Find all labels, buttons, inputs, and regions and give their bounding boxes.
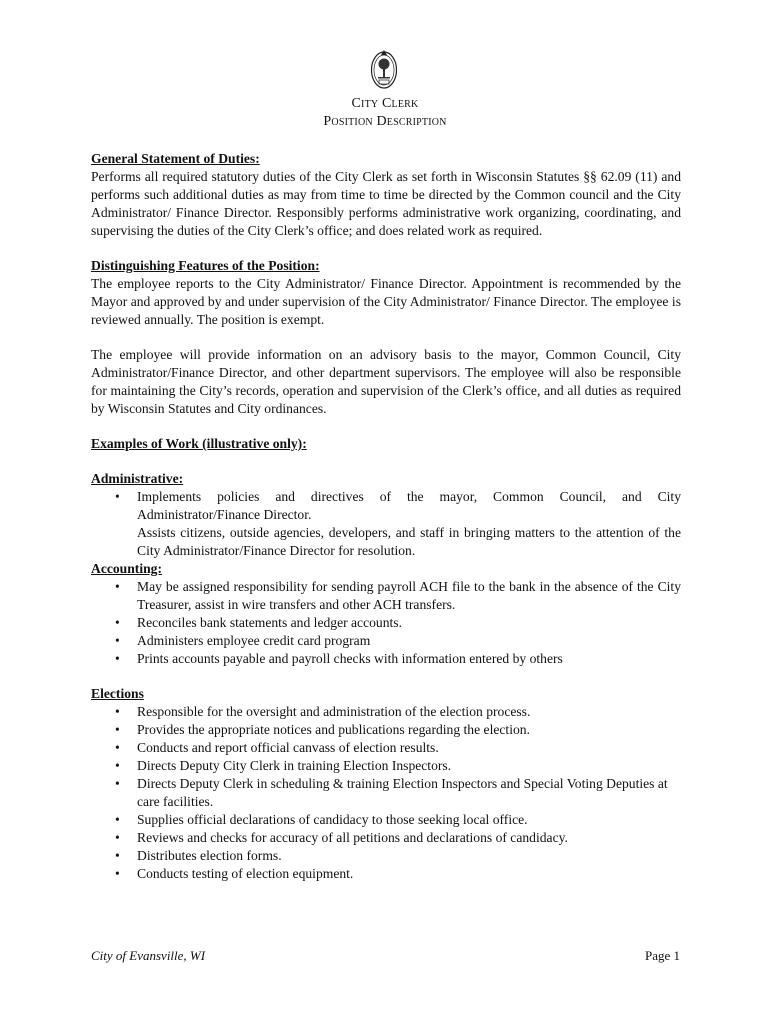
list-item [91, 488, 681, 524]
list-item-text: Supplies official declarations of candidacy to those seeking local office. [137, 812, 528, 827]
list-item [91, 847, 681, 865]
list-item [91, 721, 681, 739]
footer-organization: City of Evansville, WI [91, 948, 206, 963]
bullet-icon: • [115, 579, 120, 594]
elections-heading: Elections [91, 686, 144, 701]
list-item [91, 757, 681, 775]
list-item-text: Administers employee credit card program [137, 633, 371, 648]
distinguishing-features-text-2: The employee will provide information on an advisory basis to the mayor, Common Council, City Administrator/Finance Director, and other department supervisors. The employee will also be responsible for maintaining the City’s records, operation and supervision of the Clerk’s office, and all duties as required by Wisconsin Statutes and City ordinances. [91, 347, 681, 416]
list-item [91, 632, 681, 650]
general-statement-text: Performs all required statutory duties of the City Clerk as set forth in Wisconsin Statutes §§ 62.09 (11) and performs such additional duties as may from time to time be directed by the Common council and the City Administrator/ Finance Director. Responsibly performs administrative work organizing, coordinating, and supervising the duties of the City Clerk’s office; and does related work as required. [91, 169, 681, 238]
document-subtitle: Position Description [323, 114, 447, 129]
bullet-icon: • [115, 633, 120, 648]
bullet-icon: • [115, 830, 120, 845]
bullet-icon: • [115, 740, 120, 755]
list-item [91, 829, 681, 847]
list-item [91, 614, 681, 632]
bullet-icon: • [115, 866, 120, 881]
bullet-icon: • [115, 704, 120, 719]
list-item [91, 650, 681, 668]
list-item-text: May be assigned responsibility for sending payroll ACH file to the bank in the absence of the City Treasurer, assist in wire transfers and other ACH transfers. [137, 579, 681, 612]
bullet-icon: • [115, 848, 120, 863]
list-item-text: Implements policies and directives of the mayor, Common Council, and City Administrator/Finance Director. [137, 489, 681, 522]
bullet-icon: • [115, 812, 120, 827]
list-item-text: Prints accounts payable and payroll checks with information entered by others [137, 651, 563, 666]
list-item [91, 865, 681, 883]
list-item [91, 739, 681, 757]
list-item [91, 578, 681, 614]
list-item [91, 703, 681, 721]
list-item-text: Distributes election forms. [137, 848, 282, 863]
bullet-icon: • [115, 651, 120, 666]
list-item-text: Reviews and checks for accuracy of all petitions and declarations of candidacy. [137, 830, 568, 845]
list-item-text: Conducts testing of election equipment. [137, 866, 354, 881]
general-statement-heading: General Statement of Duties: [91, 151, 260, 166]
list-item-text: Reconciles bank statements and ledger accounts. [137, 615, 402, 630]
list-item-text: Conducts and report official canvass of election results. [137, 740, 439, 755]
distinguishing-features-text-1: The employee reports to the City Administrator/ Finance Director. Appointment is recommended by the Mayor and approved by and under supervision of the City Administrator/ Finance Director. The employee is reviewed annually. The position is exempt. [91, 276, 681, 327]
list-item [91, 811, 681, 829]
bullet-icon: • [115, 489, 120, 504]
bullet-icon: • [115, 758, 120, 773]
administrative-list [91, 488, 681, 524]
accounting-list [91, 578, 681, 668]
list-item-text: Directs Deputy Clerk in scheduling & training Election Inspectors and Special Voting Deputies at care facilities. [137, 776, 668, 809]
list-item-text: Responsible for the oversight and administration of the election process. [137, 704, 531, 719]
elections-list [91, 703, 681, 883]
list-item-text: Directs Deputy City Clerk in training Election Inspectors. [137, 758, 452, 773]
bullet-icon: • [115, 776, 120, 791]
document-body [91, 150, 681, 883]
city-seal-icon [370, 46, 398, 90]
bullet-icon: • [115, 722, 120, 737]
list-item [91, 775, 681, 811]
accounting-heading: Accounting: [91, 561, 162, 576]
distinguishing-features-heading: Distinguishing Features of the Position: [91, 258, 320, 273]
bullet-icon: • [115, 615, 120, 630]
examples-of-work-heading: Examples of Work (illustrative only): [91, 436, 307, 451]
list-item-text: Provides the appropriate notices and publications regarding the election. [137, 722, 530, 737]
administrative-heading: Administrative: [91, 471, 184, 486]
administrative-item-continuation: Assists citizens, outside agencies, developers, and staff in bringing matters to the attention of the City Administrator/Finance Director for resolution. [137, 525, 681, 558]
page-number: Page 1 [644, 948, 680, 963]
document-title: City Clerk [351, 96, 419, 111]
